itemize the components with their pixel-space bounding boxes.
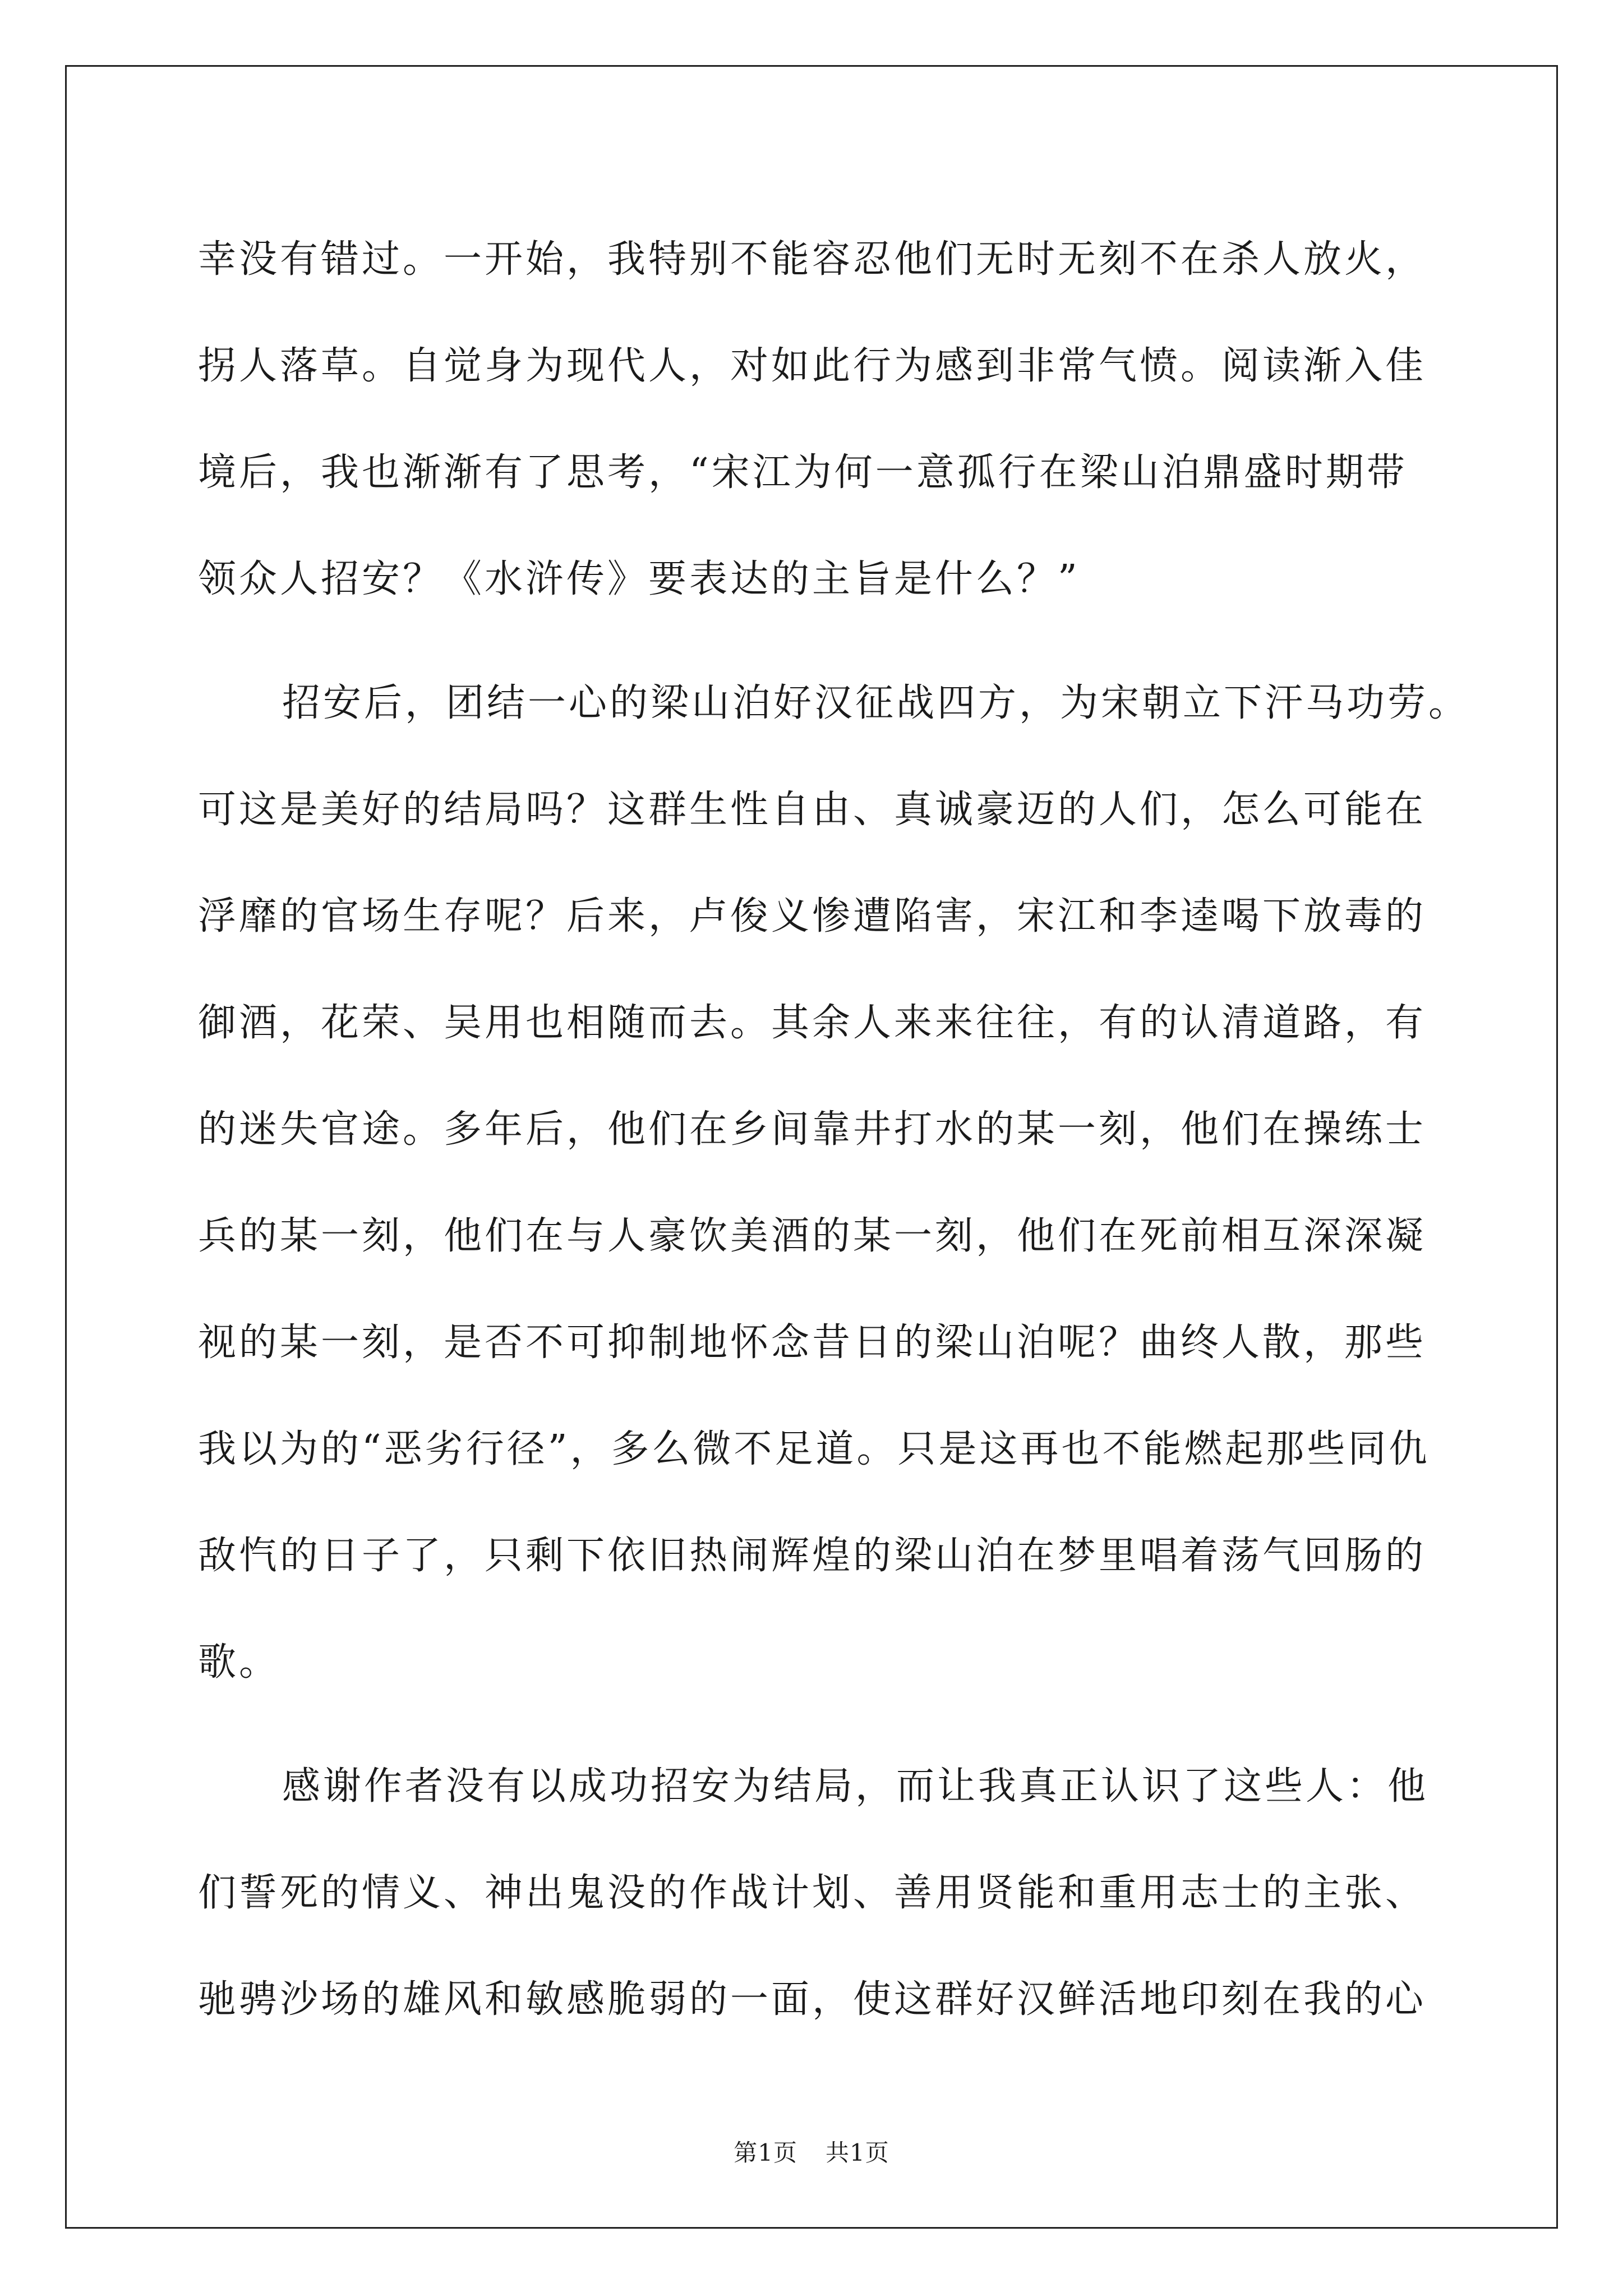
- text-line: 兵的某一刻，他们在与人豪饮美酒的某一刻，他们在死前相互深深凝: [198, 1214, 1427, 1258]
- paragraph-2: [198, 650, 1470, 1716]
- paragraph-3: [198, 1733, 1437, 2053]
- page-total: 共1页: [826, 2139, 889, 2166]
- text-line: 歌。: [198, 1640, 280, 1685]
- text-line: 感谢作者没有以成功招安为结局，而让我真正认识了这些人：他: [282, 1764, 1429, 1809]
- document-body: [198, 206, 1470, 2053]
- text-line: 拐人落草。自觉身为现代人，对如此行为感到非常气愤。阅读渐入佳: [198, 344, 1427, 388]
- text-line: 御酒，花荣、吴用也相随而去。其余人来来往往，有的认清道路，有: [198, 1001, 1427, 1045]
- text-line: 的迷失官途。多年后，他们在乡间靠井打水的某一刻，他们在操练士: [198, 1107, 1427, 1152]
- text-line: 我以为的“恶劣行径”，多么微不足道。只是这再也不能燃起那些同仇: [198, 1427, 1430, 1471]
- text-line: 视的某一刻，是否不可抑制地怀念昔日的梁山泊呢？曲终人散，那些: [198, 1320, 1427, 1365]
- page-number: 第1页: [734, 2139, 797, 2166]
- text-line: 领众人招安？《水浒传》要表达的主旨是什么？”: [198, 557, 1080, 601]
- text-line: 们誓死的情义、神出鬼没的作战计划、善用贤能和重用志士的主张、: [198, 1871, 1427, 1915]
- paragraph-gap: [198, 633, 1437, 650]
- paragraph-gap: [198, 1716, 1437, 1733]
- text-line: 驰骋沙场的雄风和敏感脆弱的一面，使这群好汉鲜活地印刻在我的心: [198, 1977, 1427, 2022]
- text-line: 幸没有错过。一开始，我特别不能容忍他们无时无刻不在杀人放火，: [198, 237, 1427, 282]
- text-line: 可这是美好的结局吗？这群生性自由、真诚豪迈的人们，怎么可能在: [198, 788, 1427, 832]
- page-footer: [0, 2134, 1623, 2168]
- text-line: 招安后，团结一心的梁山泊好汉征战四方，为宋朝立下汗马功劳。: [282, 681, 1470, 725]
- paragraph-1: [198, 206, 1437, 633]
- text-line: 敌忾的日子了，只剩下依旧热闹辉煌的梁山泊在梦里唱着荡气回肠的: [198, 1534, 1427, 1578]
- text-line: 境后，我也渐渐有了思考，“宋江为何一意孤行在梁山泊鼎盛时期带: [198, 450, 1408, 495]
- text-line: 浮靡的官场生存呢？后来，卢俊义惨遭陷害，宋江和李逵喝下放毒的: [198, 894, 1427, 938]
